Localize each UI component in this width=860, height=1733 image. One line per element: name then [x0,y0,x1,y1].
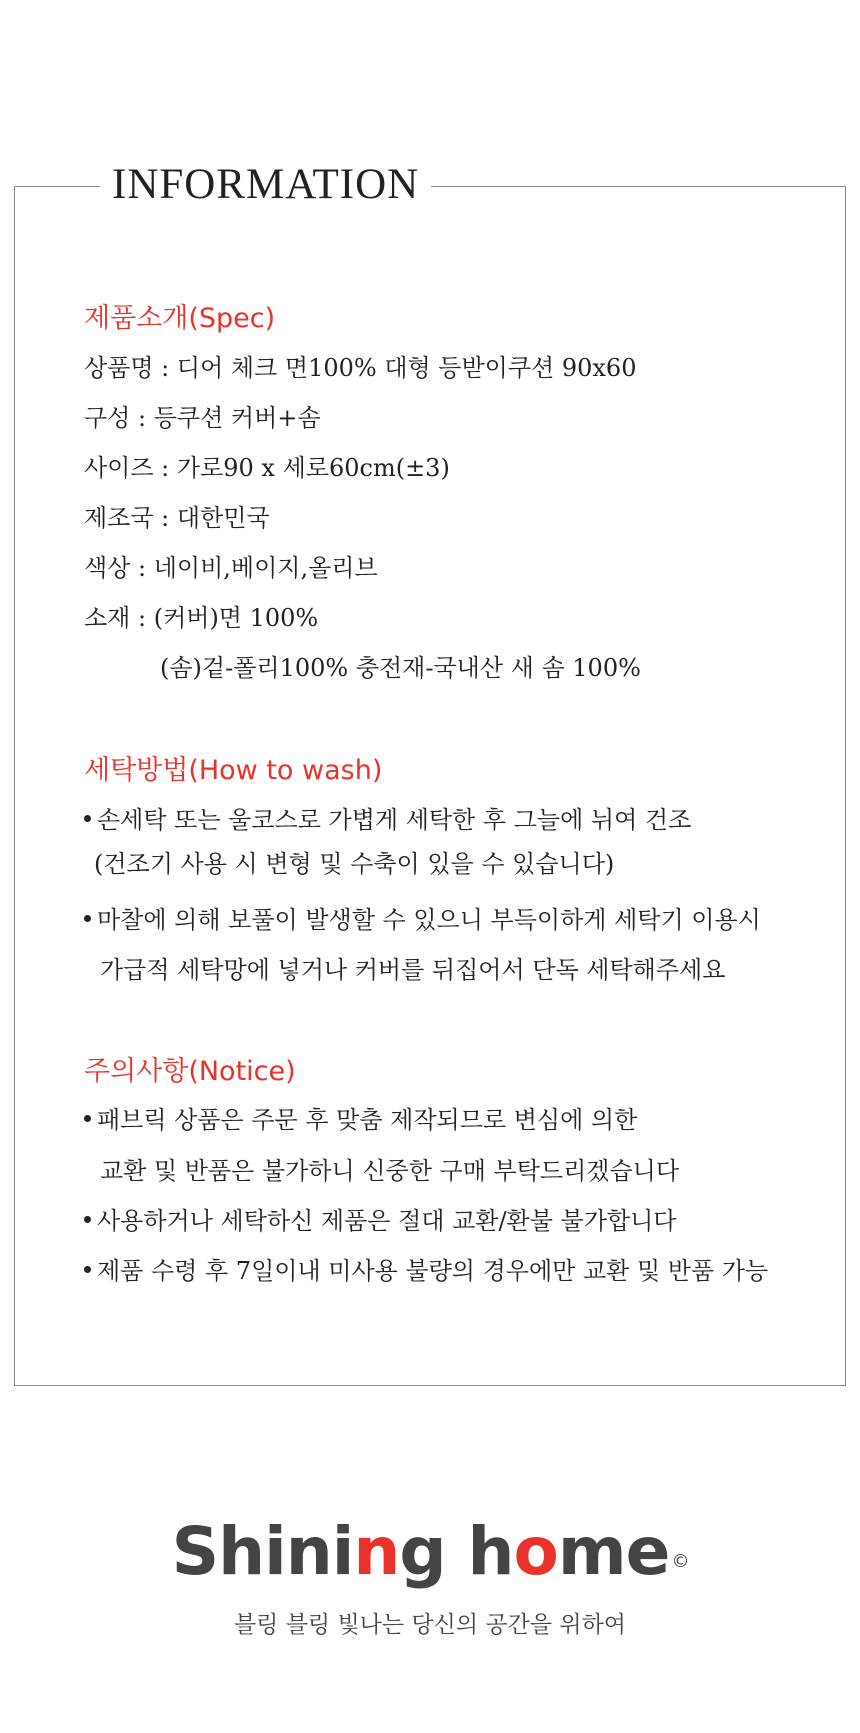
wash-item-2-text: 마찰에 의해 보풀이 발생할 수 있으니 부득이하게 세탁기 이용시 [97,906,761,934]
logo-text-3: me [557,1513,670,1590]
information-title: INFORMATION [100,160,431,210]
spec-product-name: 상품명 : 디어 체크 면100% 대형 등받이쿠션 90x60 [84,354,637,382]
notice-item-1-text: 패브릭 상품은 주문 후 맞춤 제작되므로 변심에 의한 [97,1106,638,1134]
bullet-icon [84,1266,91,1273]
notice-item-2-text: 사용하거나 세탁하신 제품은 절대 교환/환불 불가합니다 [97,1207,677,1235]
wash-heading: 세탁방법(How to wash) [84,755,383,786]
spec-material-cover: 소재 : (커버)면 100% [84,604,319,632]
wash-item-1-note: (건조기 사용 시 변형 및 수축이 있을 수 있습니다) [94,850,615,878]
spec-size: 사이즈 : 가로90 x 세로60cm(±3) [84,454,450,482]
spec-heading: 제품소개(Spec) [84,303,276,334]
notice-item-1-cont: 교환 및 반품은 불가하니 신중한 구매 부탁드리겠습니다 [100,1157,680,1185]
notice-item-3-text: 제품 수령 후 7일이내 미사용 불량의 경우에만 교환 및 반품 가능 [97,1257,769,1285]
bullet-icon [84,815,91,822]
spec-origin: 제조국 : 대한민국 [84,504,270,532]
logo-text-1: Shini [171,1513,354,1590]
wash-item-1 [84,804,691,836]
notice-item-3 [84,1255,768,1287]
brand-tagline: 블링 블링 빛나는 당신의 공간을 위하여 [233,1612,627,1638]
spec-color: 색상 : 네이비,베이지,올리브 [84,554,378,582]
shining-home-logo [0,1512,860,1592]
bullet-icon [84,1216,91,1223]
spec-material-filling: (솜)겉-폴리100% 충전재-국내산 새 솜 100% [160,654,641,682]
wash-item-2-cont: 가급적 세탁망에 넣거나 커버를 뒤집어서 단독 세탁해주세요 [100,956,726,984]
wash-item-1-text: 손세탁 또는 울코스로 가볍게 세탁한 후 그늘에 뉘여 건조 [97,806,692,834]
notice-item-1 [84,1104,637,1136]
spec-composition: 구성 : 등쿠션 커버+솜 [84,404,321,432]
notice-heading: 주의사항(Notice) [84,1056,296,1087]
logo-red-1: n [353,1513,400,1590]
copyright-icon: © [671,1551,689,1572]
logo-red-house: o [513,1513,558,1590]
bullet-icon [84,915,91,922]
logo-text-2: g h [399,1513,514,1590]
bullet-icon [84,1115,91,1122]
wash-item-2 [84,904,761,936]
notice-item-2 [84,1205,676,1237]
